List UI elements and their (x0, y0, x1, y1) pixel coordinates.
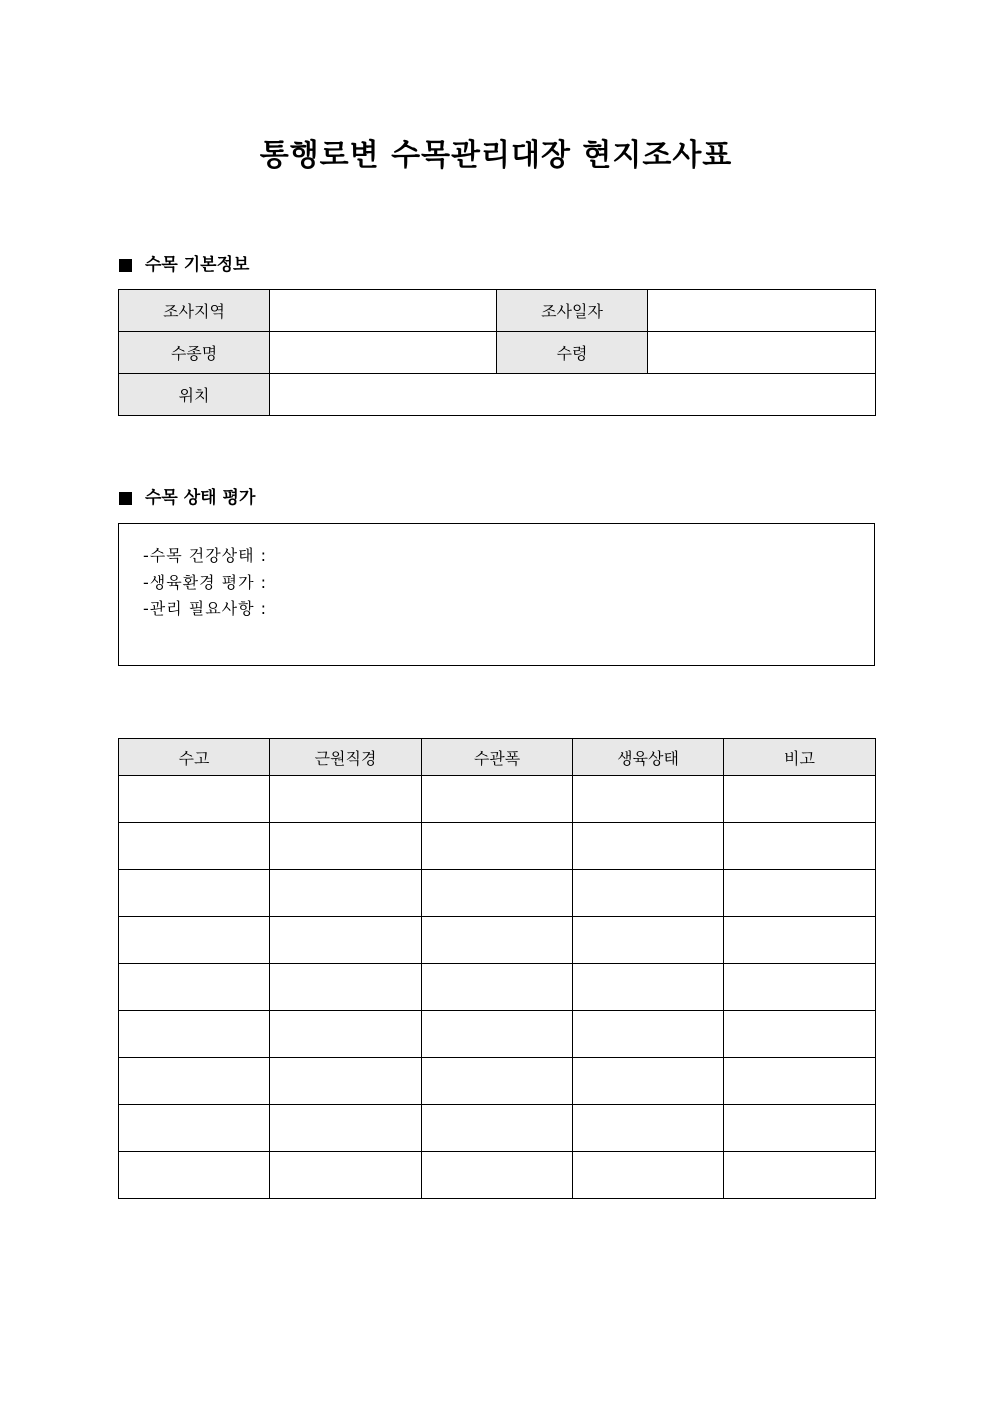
table-cell[interactable] (119, 964, 270, 1011)
table-cell[interactable] (422, 917, 573, 964)
measurement-table (118, 738, 876, 1199)
table-cell[interactable] (119, 776, 270, 823)
table-cell[interactable] (119, 1058, 270, 1105)
table-row (119, 1152, 876, 1199)
table-row (119, 374, 876, 416)
table-cell[interactable] (119, 917, 270, 964)
table-cell[interactable] (270, 1058, 422, 1105)
table-header-row (119, 739, 876, 776)
survey-area-label: 조사지역 (119, 290, 270, 332)
table-cell[interactable] (724, 870, 876, 917)
table-cell[interactable] (270, 823, 422, 870)
table-cell[interactable] (270, 1152, 422, 1199)
species-label: 수종명 (119, 332, 270, 374)
table-cell[interactable] (422, 1152, 573, 1199)
table-cell[interactable] (573, 1105, 724, 1152)
table-cell[interactable] (270, 1011, 422, 1058)
square-bullet-icon (119, 259, 132, 272)
location-label: 위치 (119, 374, 270, 416)
table-cell[interactable] (119, 1152, 270, 1199)
table-cell[interactable] (270, 776, 422, 823)
table-cell[interactable] (573, 776, 724, 823)
table-cell[interactable] (573, 1058, 724, 1105)
page-title: 통행로변 수목관리대장 현지조사표 (259, 138, 733, 173)
table-row (119, 870, 876, 917)
table-row (119, 823, 876, 870)
table-cell[interactable] (724, 917, 876, 964)
table-cell[interactable] (422, 1105, 573, 1152)
table-cell[interactable] (270, 917, 422, 964)
column-header-growth-status: 생육상태 (573, 739, 724, 776)
section-heading-basic-info (119, 253, 249, 277)
table-cell[interactable] (422, 1011, 573, 1058)
table-cell[interactable] (573, 823, 724, 870)
table-cell[interactable] (573, 870, 724, 917)
table-cell[interactable] (724, 1011, 876, 1058)
column-header-root-diameter: 근원직경 (270, 739, 422, 776)
section-heading-label: 수목 상태 평가 (145, 488, 256, 508)
table-cell[interactable] (270, 870, 422, 917)
table-cell[interactable] (724, 1152, 876, 1199)
table-cell[interactable] (119, 870, 270, 917)
survey-date-label: 조사일자 (497, 290, 648, 332)
evaluation-lines (143, 543, 267, 623)
growth-environment-line: -생육환경 평가 : (143, 572, 268, 592)
column-header-remarks: 비고 (724, 739, 876, 776)
health-status-line: -수목 건강상태 : (143, 546, 268, 565)
table-cell[interactable] (270, 964, 422, 1011)
table-cell[interactable] (422, 1058, 573, 1105)
table-row (119, 917, 876, 964)
table-row (119, 1058, 876, 1105)
evaluation-box[interactable] (118, 523, 875, 666)
basic-info-table (118, 289, 876, 416)
survey-area-field[interactable] (270, 290, 497, 332)
table-cell[interactable] (119, 823, 270, 870)
table-cell[interactable] (724, 1058, 876, 1105)
column-header-crown-width: 수관폭 (422, 739, 573, 776)
table-cell[interactable] (573, 917, 724, 964)
species-field[interactable] (270, 332, 497, 374)
table-row (119, 1105, 876, 1152)
column-header-height: 수고 (119, 739, 270, 776)
tree-age-label: 수령 (497, 332, 648, 374)
table-cell[interactable] (119, 1011, 270, 1058)
table-row (119, 332, 876, 374)
location-field[interactable] (270, 374, 876, 416)
table-row (119, 1011, 876, 1058)
table-cell[interactable] (422, 964, 573, 1011)
section-heading-label: 수목 기본정보 (145, 255, 250, 275)
table-cell[interactable] (724, 776, 876, 823)
table-cell[interactable] (573, 1152, 724, 1199)
table-cell[interactable] (422, 776, 573, 823)
management-needs-line: -관리 필요사항 : (143, 599, 268, 618)
table-cell[interactable] (573, 964, 724, 1011)
table-row (119, 776, 876, 823)
table-cell[interactable] (119, 1105, 270, 1152)
table-cell[interactable] (422, 823, 573, 870)
table-row (119, 290, 876, 332)
survey-date-field[interactable] (648, 290, 876, 332)
table-cell[interactable] (724, 823, 876, 870)
section-heading-evaluation (119, 486, 255, 510)
table-cell[interactable] (724, 964, 876, 1011)
table-cell[interactable] (724, 1105, 876, 1152)
table-cell[interactable] (573, 1011, 724, 1058)
table-row (119, 964, 876, 1011)
tree-age-field[interactable] (648, 332, 876, 374)
square-bullet-icon (119, 492, 132, 505)
table-cell[interactable] (422, 870, 573, 917)
table-cell[interactable] (270, 1105, 422, 1152)
